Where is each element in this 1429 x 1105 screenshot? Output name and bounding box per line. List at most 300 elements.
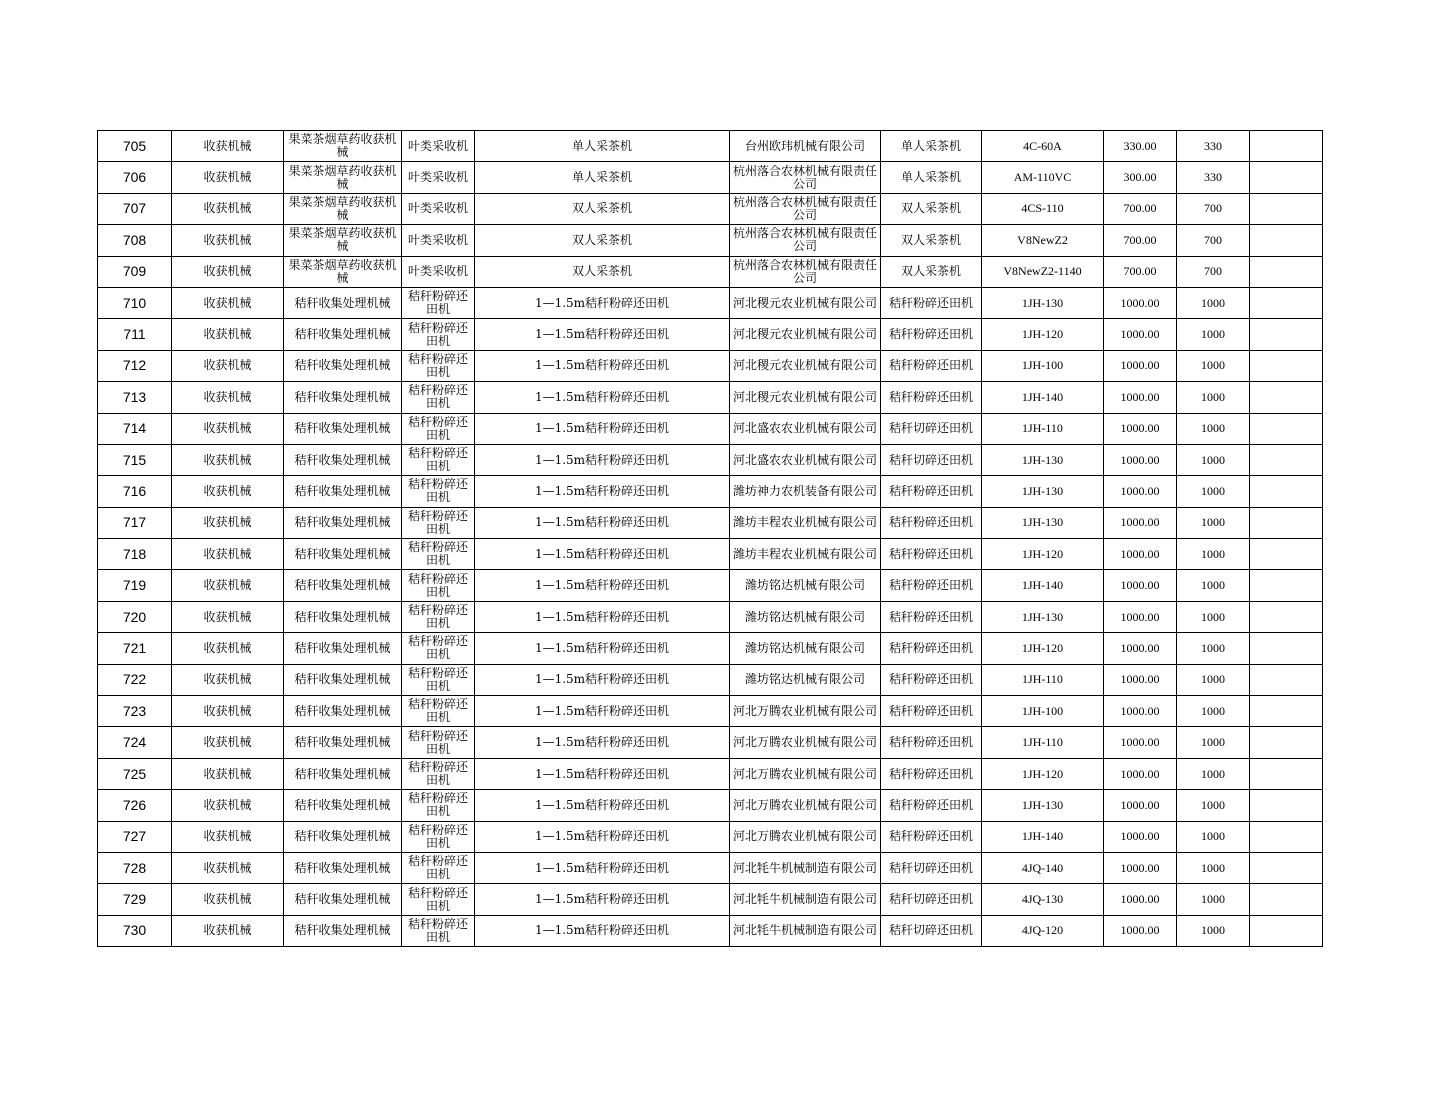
cell-grade [475, 256, 730, 287]
table-row [98, 287, 1323, 318]
machine-subcategory-text: 果菜茶烟草药收获机械 [288, 227, 397, 254]
product-name-text: 单人采茶机 [900, 139, 961, 153]
cell-machine-category [172, 821, 284, 852]
cell-row-number [98, 539, 172, 570]
machine-item-text: 秸秆粉碎还田机 [407, 384, 468, 411]
grade-text: 1—1.5m秸秆粉碎还田机 [534, 422, 670, 436]
cell-remarks [1250, 350, 1323, 381]
manufacturer-text: 河北牦牛机械制造有限公司 [732, 893, 877, 907]
cell-machine-subcategory [284, 319, 402, 350]
manufacturer-text: 河北稷元农业机械有限公司 [732, 328, 877, 342]
subsidy-table [97, 130, 1323, 947]
cell-machine-item [402, 256, 475, 287]
machine-subcategory-text: 果菜茶烟草药收获机械 [288, 258, 397, 285]
machine-item-text: 秸秆粉碎还田机 [407, 761, 468, 787]
machine-category-text: 收获机械 [203, 453, 252, 467]
subsidy-amount-text: 700.00 [1123, 265, 1157, 279]
subsidy-amount-text: 1000.00 [1120, 390, 1160, 404]
cell-row-number [98, 162, 172, 193]
product-name-text: 秸秆粉碎还田机 [888, 673, 973, 687]
cell-remarks [1250, 696, 1323, 727]
machine-subcategory-text: 秸秆收集处理机械 [294, 328, 391, 342]
model-number-text: 1JH-140 [1021, 390, 1064, 404]
subsidy-amount-text: 1000.00 [1120, 767, 1160, 781]
cell-remarks [1250, 570, 1323, 601]
cell-product-name [881, 601, 982, 632]
cell-machine-category [172, 444, 284, 475]
cell-machine-category [172, 884, 284, 915]
cell-model-number [982, 758, 1104, 789]
machine-subcategory-text: 秸秆收集处理机械 [294, 924, 391, 938]
cell-model-number [982, 633, 1104, 664]
manufacturer-text: 潍坊神力农机装备有限公司 [732, 484, 877, 498]
cell-manufacturer [730, 382, 881, 413]
table-row [98, 319, 1323, 350]
cell-row-number [98, 350, 172, 381]
cell-manufacturer [730, 758, 881, 789]
cell-product-name [881, 758, 982, 789]
table-row [98, 256, 1323, 287]
manufacturer-text: 河北盛农农业机械有限公司 [732, 453, 877, 467]
manufacturer-text: 潍坊铭达机械有限公司 [744, 610, 865, 624]
subsidy-amount-text: 1000.00 [1120, 453, 1160, 467]
machine-item-text: 秸秆粉碎还田机 [407, 698, 468, 725]
machine-category-text: 收获机械 [203, 296, 252, 310]
model-number-text: 1JH-120 [1021, 767, 1064, 781]
cell-machine-item [402, 476, 475, 507]
cell-manufacturer [730, 539, 881, 570]
product-name-text: 双人采茶机 [900, 202, 961, 216]
subsidy-cap-text: 1000 [1201, 390, 1225, 404]
machine-subcategory-text: 秸秆收集处理机械 [294, 610, 391, 624]
product-name-text: 秸秆粉碎还田机 [888, 359, 973, 373]
product-name-text: 秸秆切碎还田机 [888, 861, 973, 875]
cell-remarks [1250, 287, 1323, 318]
row-number-text: 721 [122, 641, 147, 655]
machine-category-text: 收获机械 [203, 422, 252, 436]
row-number-text: 707 [122, 202, 147, 216]
cell-subsidy-amount [1104, 131, 1177, 162]
manufacturer-text: 河北牦牛机械制造有限公司 [732, 861, 877, 875]
cell-product-name [881, 539, 982, 570]
cell-subsidy-amount [1104, 633, 1177, 664]
cell-manufacturer [730, 256, 881, 287]
machine-subcategory-text: 果菜茶烟草药收获机械 [288, 164, 397, 191]
cell-model-number [982, 821, 1104, 852]
cell-row-number [98, 852, 172, 883]
machine-category-text: 收获机械 [203, 641, 252, 655]
machine-category-text: 收获机械 [203, 359, 252, 373]
cell-manufacturer [730, 287, 881, 318]
cell-row-number [98, 601, 172, 632]
subsidy-amount-text: 1000.00 [1120, 579, 1160, 593]
cell-machine-item [402, 350, 475, 381]
cell-subsidy-amount [1104, 570, 1177, 601]
cell-row-number [98, 287, 172, 318]
subsidy-cap-text: 330 [1204, 139, 1222, 153]
row-number-text: 712 [122, 359, 147, 373]
machine-item-text: 秸秆粉碎还田机 [407, 604, 468, 631]
machine-category-text: 收获机械 [203, 704, 252, 718]
cell-product-name [881, 633, 982, 664]
machine-subcategory-text: 秸秆收集处理机械 [294, 830, 391, 844]
cell-row-number [98, 664, 172, 695]
subsidy-cap-text: 1000 [1201, 736, 1225, 750]
machine-subcategory-text: 秸秆收集处理机械 [294, 484, 391, 498]
cell-subsidy-amount [1104, 225, 1177, 256]
cell-machine-subcategory [284, 413, 402, 444]
cell-machine-category [172, 758, 284, 789]
cell-subsidy-amount [1104, 507, 1177, 538]
table-row [98, 162, 1323, 193]
model-number-text: 1JH-130 [1021, 798, 1064, 812]
subsidy-amount-text: 1000.00 [1120, 830, 1160, 844]
cell-subsidy-cap [1177, 350, 1250, 381]
cell-product-name [881, 256, 982, 287]
cell-machine-category [172, 633, 284, 664]
model-number-text: 1JH-130 [1021, 516, 1064, 530]
table-row [98, 915, 1323, 946]
cell-row-number [98, 570, 172, 601]
machine-category-text: 收获机械 [203, 233, 252, 247]
machine-subcategory-text: 秸秆收集处理机械 [294, 893, 391, 907]
machine-item-text: 秸秆粉碎还田机 [407, 290, 468, 317]
cell-remarks [1250, 664, 1323, 695]
row-number-text: 717 [122, 516, 147, 530]
cell-subsidy-amount [1104, 539, 1177, 570]
model-number-text: 1JH-120 [1021, 641, 1064, 655]
cell-machine-item [402, 225, 475, 256]
machine-item-text: 秸秆粉碎还田机 [407, 572, 468, 599]
cell-product-name [881, 193, 982, 224]
subsidy-amount-text: 1000.00 [1120, 641, 1160, 655]
model-number-text: 1JH-130 [1021, 296, 1064, 310]
model-number-text: 1JH-130 [1021, 484, 1064, 498]
cell-remarks [1250, 225, 1323, 256]
product-name-text: 秸秆粉碎还田机 [888, 390, 973, 404]
manufacturer-text: 河北万腾农业机械有限公司 [732, 704, 877, 718]
row-number-text: 719 [122, 579, 147, 593]
grade-text: 1—1.5m秸秆粉碎还田机 [534, 736, 670, 750]
row-number-text: 711 [123, 328, 146, 342]
cell-machine-category [172, 507, 284, 538]
subsidy-amount-text: 1000.00 [1120, 484, 1160, 498]
table-row [98, 601, 1323, 632]
cell-machine-item [402, 507, 475, 538]
cell-model-number [982, 225, 1104, 256]
cell-remarks [1250, 758, 1323, 789]
cell-model-number [982, 570, 1104, 601]
product-name-text: 秸秆切碎还田机 [888, 893, 973, 907]
cell-grade [475, 696, 730, 727]
cell-subsidy-cap [1177, 193, 1250, 224]
cell-machine-category [172, 601, 284, 632]
model-number-text: 1JH-130 [1021, 610, 1064, 624]
manufacturer-text: 河北万腾农业机械有限公司 [732, 830, 877, 844]
cell-manufacturer [730, 821, 881, 852]
cell-machine-category [172, 727, 284, 758]
cell-machine-category [172, 131, 284, 162]
cell-machine-item [402, 821, 475, 852]
machine-item-text: 叶类采收机 [407, 139, 468, 153]
machine-subcategory-text: 秸秆收集处理机械 [294, 359, 391, 373]
grade-text: 1—1.5m秸秆粉碎还田机 [534, 798, 670, 812]
subsidy-cap-text: 1000 [1201, 861, 1225, 875]
model-number-text: AM-110VC [1013, 171, 1072, 185]
cell-model-number [982, 162, 1104, 193]
machine-category-text: 收获机械 [203, 547, 252, 561]
table-body [98, 131, 1323, 947]
cell-manufacturer [730, 852, 881, 883]
cell-subsidy-cap [1177, 413, 1250, 444]
manufacturer-text: 河北万腾农业机械有限公司 [732, 798, 877, 812]
cell-subsidy-amount [1104, 884, 1177, 915]
product-name-text: 秸秆粉碎还田机 [888, 328, 973, 342]
product-name-text: 秸秆粉碎还田机 [888, 296, 973, 310]
cell-machine-item [402, 413, 475, 444]
cell-subsidy-cap [1177, 727, 1250, 758]
cell-machine-subcategory [284, 444, 402, 475]
model-number-text: 4CS-110 [1021, 202, 1064, 216]
row-number-text: 710 [122, 296, 147, 310]
machine-category-text: 收获机械 [203, 610, 252, 624]
cell-model-number [982, 790, 1104, 821]
cell-subsidy-amount [1104, 852, 1177, 883]
model-number-text: 1JH-110 [1022, 422, 1063, 436]
cell-machine-category [172, 476, 284, 507]
cell-subsidy-cap [1177, 570, 1250, 601]
model-number-text: 1JH-120 [1021, 328, 1064, 342]
cell-product-name [881, 382, 982, 413]
table-row [98, 193, 1323, 224]
cell-subsidy-cap [1177, 821, 1250, 852]
cell-row-number [98, 131, 172, 162]
manufacturer-text: 河北稷元农业机械有限公司 [732, 390, 877, 404]
cell-machine-subcategory [284, 382, 402, 413]
cell-machine-item [402, 539, 475, 570]
cell-product-name [881, 162, 982, 193]
subsidy-cap-text: 700 [1204, 265, 1222, 279]
machine-category-text: 收获机械 [203, 265, 252, 279]
cell-subsidy-cap [1177, 633, 1250, 664]
row-number-text: 725 [122, 767, 147, 781]
cell-grade [475, 915, 730, 946]
cell-grade [475, 193, 730, 224]
cell-manufacturer [730, 225, 881, 256]
subsidy-amount-text: 1000.00 [1120, 704, 1160, 718]
model-number-text: V8NewZ2-1140 [1003, 265, 1082, 279]
model-number-text: V8NewZ2 [1017, 233, 1068, 247]
row-number-text: 728 [122, 861, 147, 875]
cell-remarks [1250, 131, 1323, 162]
cell-manufacturer [730, 601, 881, 632]
cell-machine-item [402, 758, 475, 789]
subsidy-amount-text: 700.00 [1123, 202, 1157, 216]
row-number-text: 715 [122, 453, 147, 467]
machine-category-text: 收获机械 [203, 171, 252, 185]
row-number-text: 708 [122, 233, 147, 247]
subsidy-cap-text: 1000 [1201, 484, 1225, 498]
cell-grade [475, 539, 730, 570]
model-number-text: 4JQ-120 [1021, 924, 1064, 938]
subsidy-amount-text: 1000.00 [1120, 328, 1160, 342]
machine-item-text: 叶类采收机 [407, 202, 468, 216]
table-row [98, 350, 1323, 381]
cell-remarks [1250, 633, 1323, 664]
machine-item-text: 叶类采收机 [407, 265, 468, 279]
manufacturer-text: 杭州落合农林机械有限责任公司 [732, 164, 877, 191]
cell-model-number [982, 539, 1104, 570]
machine-subcategory-text: 秸秆收集处理机械 [294, 453, 391, 467]
model-number-text: 1JH-130 [1021, 453, 1064, 467]
cell-model-number [982, 131, 1104, 162]
machine-category-text: 收获机械 [203, 328, 252, 342]
cell-subsidy-cap [1177, 444, 1250, 475]
subsidy-amount-text: 1000.00 [1120, 736, 1160, 750]
cell-subsidy-amount [1104, 727, 1177, 758]
cell-row-number [98, 476, 172, 507]
cell-machine-subcategory [284, 633, 402, 664]
machine-subcategory-text: 秸秆收集处理机械 [294, 579, 391, 593]
cell-machine-subcategory [284, 131, 402, 162]
cell-machine-subcategory [284, 256, 402, 287]
product-name-text: 秸秆粉碎还田机 [888, 736, 973, 750]
cell-product-name [881, 319, 982, 350]
manufacturer-text: 河北稷元农业机械有限公司 [732, 359, 877, 373]
cell-machine-category [172, 790, 284, 821]
manufacturer-text: 台州欧玮机械有限公司 [744, 139, 865, 153]
cell-subsidy-amount [1104, 821, 1177, 852]
machine-category-text: 收获机械 [203, 893, 252, 907]
product-name-text: 秸秆粉碎还田机 [888, 610, 973, 624]
grade-text: 1—1.5m秸秆粉碎还田机 [534, 296, 670, 310]
cell-subsidy-cap [1177, 884, 1250, 915]
machine-subcategory-text: 秸秆收集处理机械 [294, 516, 391, 530]
cell-grade [475, 727, 730, 758]
cell-manufacturer [730, 193, 881, 224]
cell-machine-item [402, 382, 475, 413]
cell-product-name [881, 350, 982, 381]
subsidy-amount-text: 330.00 [1123, 139, 1157, 153]
cell-remarks [1250, 601, 1323, 632]
cell-machine-item [402, 601, 475, 632]
cell-subsidy-amount [1104, 382, 1177, 413]
cell-machine-item [402, 884, 475, 915]
cell-product-name [881, 131, 982, 162]
product-name-text: 秸秆粉碎还田机 [888, 704, 973, 718]
row-number-text: 713 [122, 390, 147, 404]
cell-machine-item [402, 790, 475, 821]
cell-model-number [982, 413, 1104, 444]
cell-remarks [1250, 790, 1323, 821]
cell-machine-category [172, 852, 284, 883]
machine-category-text: 收获机械 [203, 767, 252, 781]
cell-model-number [982, 382, 1104, 413]
subsidy-cap-text: 1000 [1201, 641, 1225, 655]
machine-category-text: 收获机械 [203, 484, 252, 498]
model-number-text: 4JQ-130 [1021, 893, 1064, 907]
cell-product-name [881, 696, 982, 727]
cell-subsidy-cap [1177, 131, 1250, 162]
cell-subsidy-amount [1104, 601, 1177, 632]
product-name-text: 秸秆粉碎还田机 [888, 579, 973, 593]
cell-machine-subcategory [284, 162, 402, 193]
subsidy-amount-text: 1000.00 [1120, 516, 1160, 530]
table-row [98, 444, 1323, 475]
cell-machine-category [172, 664, 284, 695]
cell-machine-category [172, 193, 284, 224]
model-number-text: 1JH-100 [1021, 704, 1064, 718]
grade-text: 1—1.5m秸秆粉碎还田机 [534, 359, 670, 373]
cell-grade [475, 790, 730, 821]
model-number-text: 4C-60A [1023, 139, 1062, 153]
cell-remarks [1250, 507, 1323, 538]
machine-item-text: 秸秆粉碎还田机 [407, 478, 468, 505]
grade-text: 1—1.5m秸秆粉碎还田机 [534, 484, 670, 498]
machine-subcategory-text: 秸秆收集处理机械 [294, 704, 391, 718]
cell-model-number [982, 727, 1104, 758]
cell-remarks [1250, 162, 1323, 193]
cell-subsidy-cap [1177, 507, 1250, 538]
subsidy-amount-text: 300.00 [1123, 171, 1157, 185]
cell-remarks [1250, 727, 1323, 758]
manufacturer-text: 杭州落合农林机械有限责任公司 [732, 258, 877, 285]
cell-machine-item [402, 444, 475, 475]
table-row [98, 539, 1323, 570]
machine-category-text: 收获机械 [203, 202, 252, 216]
manufacturer-text: 河北万腾农业机械有限公司 [732, 736, 877, 750]
cell-grade [475, 162, 730, 193]
cell-machine-category [172, 382, 284, 413]
machine-item-text: 秸秆粉碎还田机 [407, 541, 468, 568]
product-name-text: 秸秆粉碎还田机 [888, 798, 973, 812]
cell-product-name [881, 476, 982, 507]
subsidy-cap-text: 1000 [1201, 767, 1225, 781]
cell-row-number [98, 413, 172, 444]
table-row [98, 884, 1323, 915]
machine-item-text: 秸秆粉碎还田机 [407, 447, 468, 474]
cell-remarks [1250, 319, 1323, 350]
cell-machine-subcategory [284, 821, 402, 852]
table-row [98, 790, 1323, 821]
machine-item-text: 秸秆粉碎还田机 [407, 666, 468, 693]
grade-text: 1—1.5m秸秆粉碎还田机 [534, 516, 670, 530]
grade-text: 1—1.5m秸秆粉碎还田机 [534, 641, 670, 655]
cell-machine-subcategory [284, 915, 402, 946]
cell-machine-item [402, 162, 475, 193]
table-row [98, 727, 1323, 758]
table-row [98, 507, 1323, 538]
manufacturer-text: 河北万腾农业机械有限公司 [732, 767, 877, 781]
row-number-text: 714 [122, 422, 147, 436]
cell-product-name [881, 790, 982, 821]
cell-subsidy-amount [1104, 696, 1177, 727]
model-number-text: 1JH-140 [1021, 579, 1064, 593]
cell-machine-item [402, 915, 475, 946]
machine-item-text: 秸秆粉碎还田机 [407, 509, 468, 536]
subsidy-cap-text: 1000 [1201, 453, 1225, 467]
cell-manufacturer [730, 162, 881, 193]
cell-row-number [98, 790, 172, 821]
table-row [98, 476, 1323, 507]
cell-machine-category [172, 319, 284, 350]
manufacturer-text: 潍坊铭达机械有限公司 [744, 641, 865, 655]
cell-remarks [1250, 539, 1323, 570]
cell-model-number [982, 884, 1104, 915]
cell-row-number [98, 319, 172, 350]
cell-row-number [98, 256, 172, 287]
subsidy-amount-text: 1000.00 [1120, 296, 1160, 310]
